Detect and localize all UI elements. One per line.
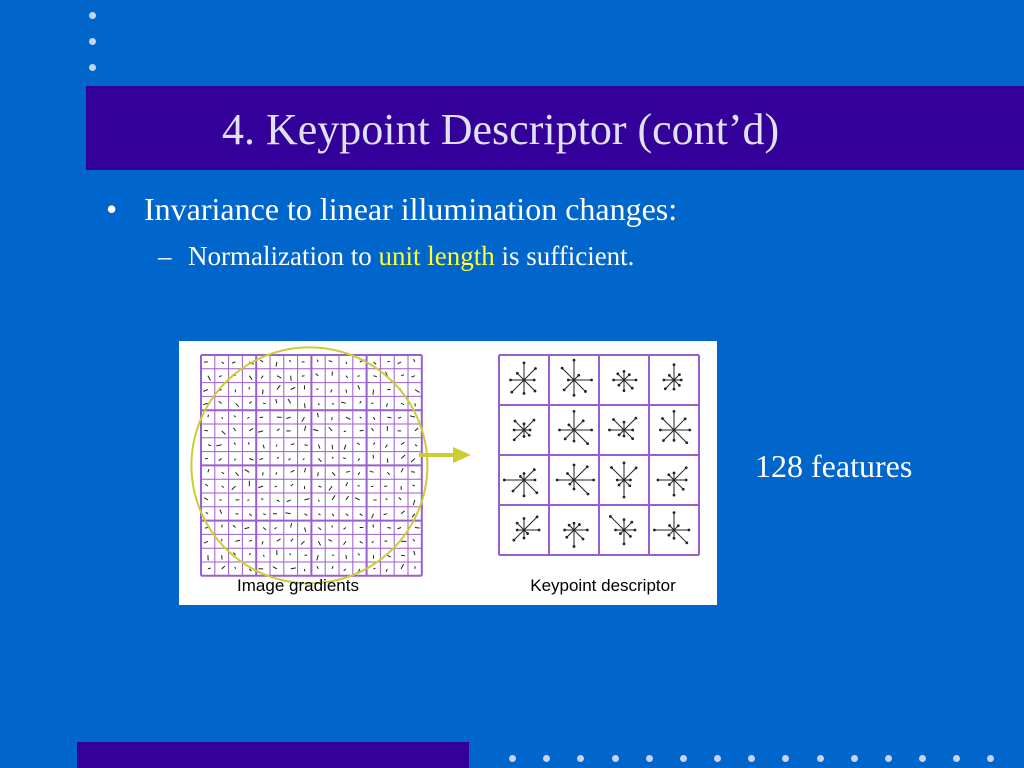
descriptor-figure xyxy=(179,341,717,605)
bullet-marker: • xyxy=(106,191,118,227)
decorative-dot xyxy=(885,755,892,762)
decorative-dot xyxy=(748,755,755,762)
bullet-text: Invariance to linear illumination changes: xyxy=(144,191,678,227)
keypoint-descriptor-caption: Keypoint descriptor xyxy=(530,576,676,595)
decorative-dot xyxy=(646,755,653,762)
slide-title: 4. Keypoint Descriptor (cont’d) xyxy=(222,105,780,154)
sub-bullet-marker: – xyxy=(158,241,172,271)
sub-bullet-text-after: is sufficient. xyxy=(494,241,635,271)
image-gradients-grid xyxy=(201,355,422,576)
decorative-dot xyxy=(89,38,96,45)
decorative-dot xyxy=(89,64,96,71)
decorative-dot xyxy=(817,755,824,762)
decorative-dot xyxy=(987,755,994,762)
footer-bar xyxy=(77,742,469,768)
descriptor-figure-graphic xyxy=(179,341,717,605)
decorative-dot xyxy=(782,755,789,762)
sub-bullet-highlight: unit length xyxy=(378,241,495,271)
decorative-dot xyxy=(612,755,619,762)
sub-bullet-item xyxy=(158,242,634,272)
sub-bullet-text-before: Normalization to xyxy=(188,241,379,271)
decorative-dot xyxy=(577,755,584,762)
decorative-dot xyxy=(680,755,687,762)
feature-count-note: 128 features xyxy=(755,448,913,484)
decorative-dot xyxy=(953,755,960,762)
bullet-item xyxy=(106,192,677,227)
decorative-dot xyxy=(543,755,550,762)
decorative-dot xyxy=(919,755,926,762)
decorative-dot xyxy=(89,12,96,19)
keypoint-descriptor-grid xyxy=(499,355,699,555)
decorative-dot xyxy=(851,755,858,762)
decorative-dot xyxy=(509,755,516,762)
image-gradients-caption: Image gradients xyxy=(237,576,359,595)
decorative-dot xyxy=(714,755,721,762)
